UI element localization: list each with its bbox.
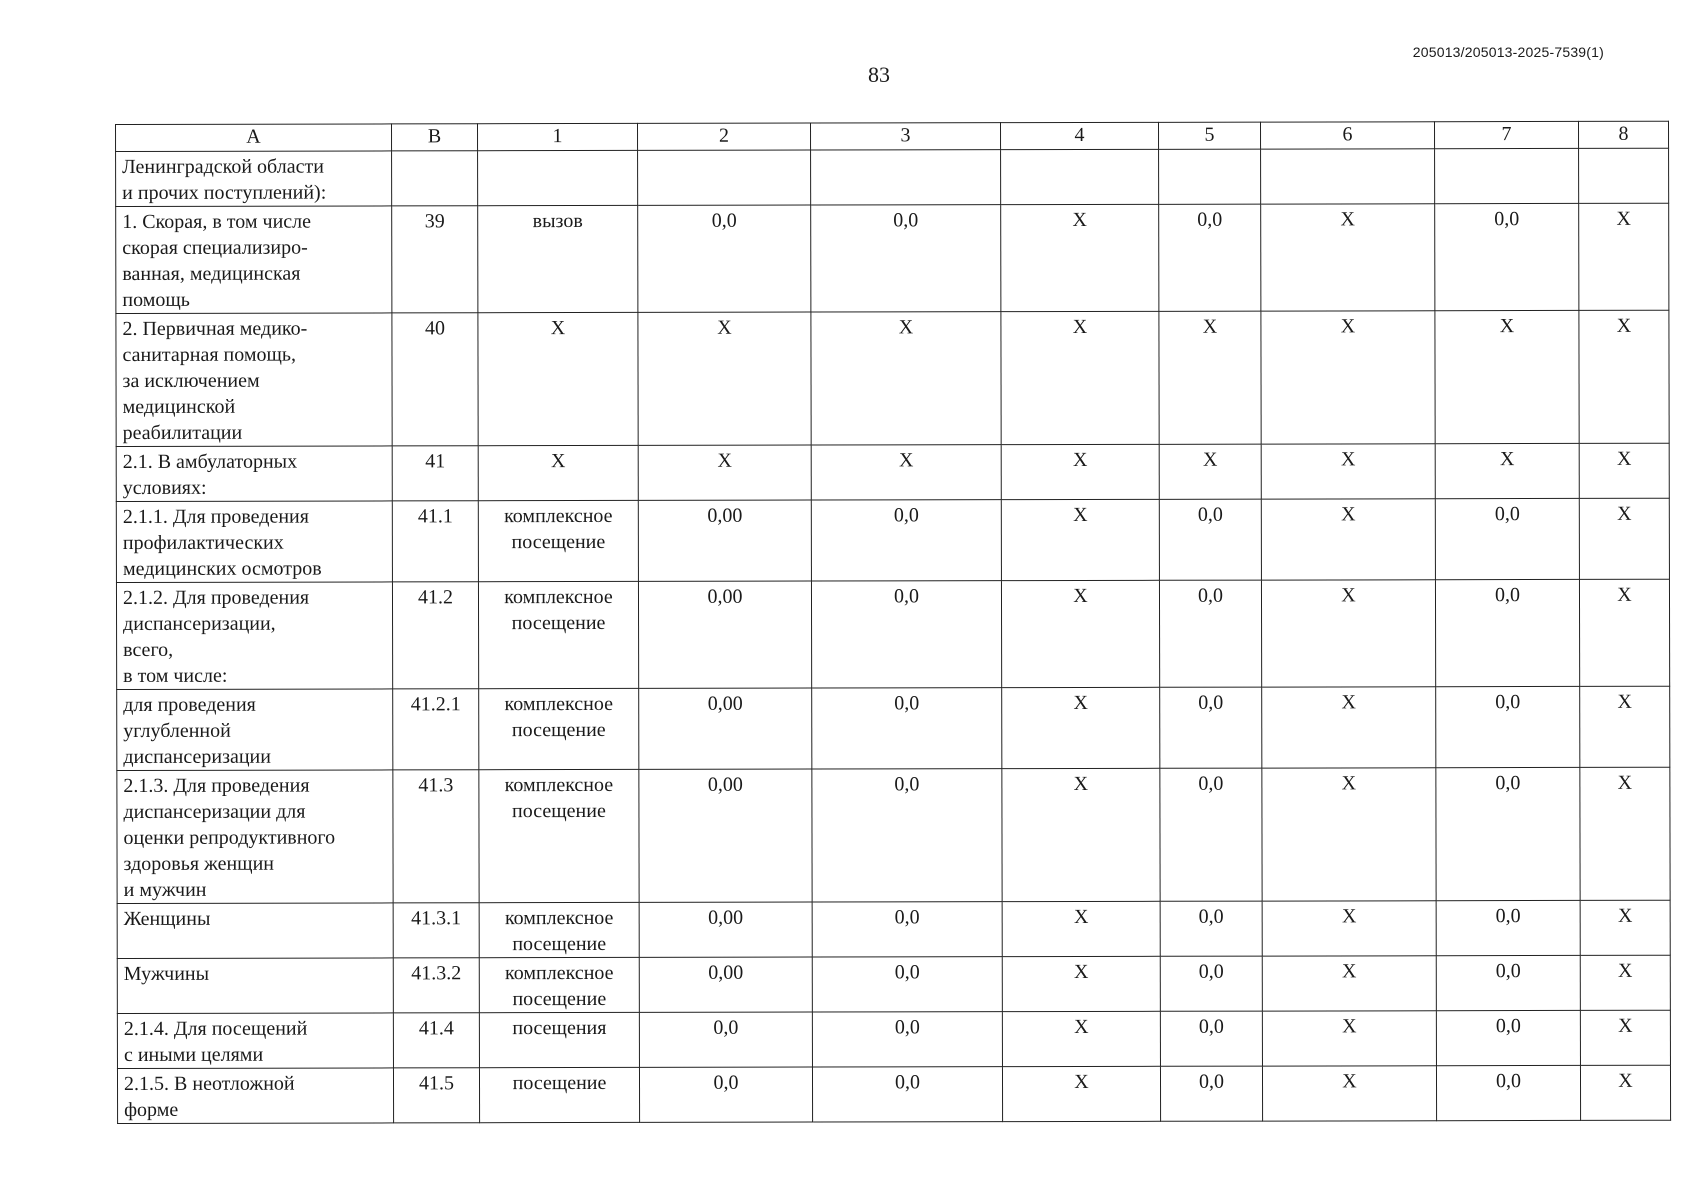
cell-1-unit-text: вызов [532, 210, 583, 233]
cell-8 [1579, 579, 1669, 686]
cell-3 [811, 500, 1001, 581]
cell-1-unit-text: X [550, 450, 566, 473]
cell-8-text: X [1616, 207, 1631, 230]
cell-8-text: X [1617, 502, 1632, 525]
cell-4 [1002, 687, 1160, 768]
cell-3 [812, 957, 1002, 1012]
cell-8 [1579, 148, 1669, 203]
cell-7-text: 0,0 [1494, 584, 1521, 607]
cell-4-text: X [1074, 1070, 1089, 1093]
cell-6-text: X [1342, 1015, 1357, 1038]
cell-7-text: 0,0 [1495, 772, 1521, 795]
cell-b-code-text: 41.3.1 [411, 907, 462, 930]
cell-5 [1160, 1066, 1262, 1121]
cell-1-unit-text: комплексное посещение [504, 504, 613, 554]
cell-1-unit [479, 902, 639, 957]
cell-5 [1159, 444, 1261, 499]
cell-a-label [116, 446, 392, 502]
cell-8-text: X [1617, 771, 1633, 794]
cell-a-label [117, 689, 393, 771]
cell-3-text: 0,0 [894, 1071, 921, 1094]
table-row [116, 498, 1669, 582]
column-header-8: 8 [1578, 121, 1668, 148]
cell-2-text: 0,0 [713, 1071, 739, 1094]
cell-1-unit [478, 205, 638, 312]
cell-a-label [117, 903, 393, 959]
cell-b-code [392, 582, 478, 689]
cell-6-text: X [1341, 503, 1356, 526]
cell-7 [1436, 1065, 1580, 1120]
cell-b-code-text: 41.1 [417, 505, 453, 528]
cell-1-unit-text: посещения [512, 1016, 607, 1040]
cell-4-text: X [1074, 1015, 1089, 1038]
cell-2 [638, 312, 811, 445]
page-number: 83 [868, 62, 890, 87]
cell-7 [1435, 148, 1579, 203]
column-header-3: 3 [810, 123, 1000, 150]
cell-7 [1435, 203, 1579, 310]
cell-a-label-text: 2.1.4. Для посещений с иными целями [123, 1017, 308, 1066]
cell-7 [1435, 310, 1579, 443]
cell-8 [1579, 443, 1669, 498]
cell-2 [639, 1067, 812, 1122]
cell-4 [1002, 956, 1160, 1011]
cell-1-unit-text [484, 151, 631, 153]
cell-3-text: 0,0 [893, 585, 920, 608]
cell-8-text: X [1616, 447, 1632, 470]
cell-5-text [1165, 150, 1254, 152]
cell-4-text [1007, 150, 1152, 152]
cell-3 [812, 1012, 1002, 1067]
cell-6-text: X [1341, 584, 1356, 607]
cell-b-code [392, 206, 478, 313]
table-row [116, 310, 1669, 446]
cell-6 [1262, 1066, 1436, 1121]
cell-a-label-text: для проведения углубленной диспансеризации [123, 693, 271, 768]
cell-2 [639, 957, 812, 1012]
cell-5-text: 0,0 [1197, 208, 1223, 231]
cell-3 [811, 312, 1001, 445]
cell-2-text: 0,0 [713, 1016, 739, 1039]
cell-5-text: 0,0 [1197, 503, 1223, 526]
cell-2 [638, 500, 811, 581]
cell-7-text: 0,0 [1494, 208, 1520, 231]
cell-3-text: X [898, 316, 914, 339]
column-header-1: 1 [478, 123, 638, 150]
cell-1-unit-text: комплексное посещение [504, 585, 613, 635]
cell-5-text: 0,0 [1198, 960, 1224, 983]
cell-7-text: 0,0 [1495, 1070, 1522, 1093]
cell-4 [1002, 901, 1160, 956]
cell-8 [1580, 1065, 1670, 1120]
cell-4 [1001, 149, 1159, 204]
cell-b-code [392, 151, 478, 206]
cell-3-text: X [898, 449, 914, 472]
cell-8-text: X [1617, 690, 1632, 713]
cell-1-unit-text: комплексное посещение [505, 961, 614, 1011]
cell-8-text: X [1616, 314, 1632, 337]
cell-5-text: 0,0 [1198, 1070, 1225, 1093]
cell-8 [1580, 686, 1670, 767]
cell-8 [1579, 310, 1669, 443]
cell-2-text: 0,0 [711, 209, 737, 232]
cell-3 [811, 150, 1001, 205]
cell-6 [1261, 311, 1435, 444]
cell-a-label-text: 1. Скорая, в том числе скорая специализиро- ванная, медицинская помощь [122, 210, 312, 311]
cell-4 [1002, 768, 1160, 901]
cell-a-label [116, 501, 392, 583]
cell-6-text: X [1341, 691, 1356, 714]
cell-b-code [393, 903, 479, 958]
cell-4-text: X [1072, 448, 1088, 471]
cell-6-text: X [1341, 905, 1357, 928]
cell-4 [1002, 1011, 1160, 1066]
cell-a-label [117, 770, 393, 904]
cell-5-text: 0,0 [1197, 584, 1224, 607]
cell-3-text: 0,0 [894, 961, 920, 984]
table-row [116, 203, 1669, 313]
cell-3-text: 0,0 [893, 209, 919, 232]
cell-2 [638, 445, 811, 500]
cell-a-label [116, 151, 392, 207]
cell-a-label [117, 1013, 393, 1069]
cell-6 [1262, 956, 1436, 1011]
cell-6-text: X [1342, 1070, 1357, 1093]
cell-a-label-text: 2.1.2. Для проведения диспансеризации, всего, в том числе: [122, 586, 310, 687]
cell-a-label-text: 2. Первичная медико- санитарная помощь, за исключением медицинской реабилитации [122, 317, 308, 444]
cell-1-unit [478, 581, 638, 688]
cell-1-unit [479, 1067, 639, 1122]
cell-4-text: X [1073, 905, 1089, 928]
cell-b-code-text: 41.2 [417, 586, 454, 609]
cell-5 [1160, 1011, 1262, 1066]
cell-b-code-text: 40 [424, 317, 445, 340]
cell-7-text: X [1499, 315, 1515, 338]
cell-2-text: 0,00 [707, 692, 743, 715]
cell-7 [1436, 900, 1580, 955]
cell-a-label-text: 2.1.5. В неотложной форме [123, 1072, 295, 1121]
cell-a-label-text: 2.1.3. Для проведения диспансеризации для оценки репродуктивного здоровья женщин и мужчин [123, 774, 336, 901]
cell-5-text: 0,0 [1198, 1015, 1224, 1038]
column-header-a: А [116, 124, 392, 152]
table-header-row [116, 121, 1669, 151]
cell-3 [811, 581, 1001, 688]
cell-8-text: X [1617, 583, 1632, 606]
cell-3 [812, 769, 1002, 902]
cell-5 [1160, 956, 1262, 1011]
cell-5-text: 0,0 [1198, 905, 1224, 928]
cell-7-text: 0,0 [1495, 691, 1521, 714]
table-row [116, 148, 1669, 206]
cell-6 [1261, 580, 1435, 687]
cell-8 [1580, 767, 1670, 900]
cell-8 [1579, 498, 1669, 579]
cell-2-text: 0,00 [707, 504, 743, 527]
cell-a-label [117, 958, 393, 1014]
table-row [117, 686, 1670, 770]
cell-1-unit [478, 312, 638, 445]
cell-3 [812, 1067, 1002, 1122]
table-row [117, 1010, 1670, 1068]
cell-b-code [392, 446, 478, 501]
cell-b-code [392, 501, 478, 582]
cell-3 [811, 205, 1001, 312]
cell-4 [1001, 444, 1159, 499]
cell-2-text: 0,00 [708, 961, 744, 984]
table-row [117, 955, 1670, 1013]
cell-2-text [644, 151, 804, 153]
cell-4 [1001, 499, 1159, 580]
cell-b-code-text: 41.2.1 [410, 693, 461, 716]
cell-a-label-text: Мужчины [123, 962, 210, 985]
cell-8-text: X [1618, 959, 1633, 982]
cell-a-label [116, 206, 392, 314]
cell-7-text [1441, 149, 1572, 151]
cell-6 [1262, 901, 1436, 956]
cell-7-text: 0,0 [1495, 905, 1521, 928]
cell-4-text: X [1073, 503, 1088, 526]
cell-4 [1002, 1066, 1160, 1121]
cell-5 [1159, 204, 1261, 311]
cell-2-text: 0,00 [708, 906, 744, 929]
cell-b-code-text: 41.3.2 [411, 962, 462, 985]
cell-6 [1262, 768, 1436, 901]
cell-5 [1159, 580, 1261, 687]
cell-6-text: X [1341, 772, 1357, 795]
cell-1-unit-text: комплексное посещение [504, 692, 613, 742]
cell-8 [1580, 900, 1670, 955]
cell-7-text: 0,0 [1495, 1015, 1521, 1038]
cell-1-unit [479, 1012, 639, 1067]
cell-1-unit [478, 150, 638, 205]
cell-2 [638, 150, 811, 205]
cell-b-code [393, 770, 479, 903]
cell-7 [1435, 443, 1579, 498]
cell-2 [639, 769, 812, 902]
cell-3-text: 0,0 [894, 773, 920, 796]
cell-6-text: X [1340, 448, 1356, 471]
cell-3 [812, 902, 1002, 957]
column-header-4: 4 [1000, 122, 1158, 149]
cell-5 [1159, 311, 1261, 444]
table-row [117, 900, 1670, 958]
cell-a-label-text: Ленинградской области и прочих поступлений): [122, 155, 327, 204]
cell-b-code-text [398, 151, 471, 153]
cell-b-code [393, 689, 479, 770]
table-row [116, 579, 1669, 689]
cell-1-unit-text: X [550, 317, 566, 340]
cell-a-label [116, 313, 392, 447]
cell-5 [1160, 768, 1262, 901]
cell-a-label-text: 2.1. В амбулаторных условиях: [122, 450, 298, 499]
cell-b-code-text: 41.5 [418, 1072, 455, 1095]
table-body [116, 148, 1671, 1123]
cell-8-text: X [1618, 1014, 1633, 1037]
cell-1-unit-text: посещение [512, 1071, 607, 1095]
cell-7 [1436, 1010, 1580, 1065]
cell-5-text: X [1202, 448, 1218, 471]
cell-2 [639, 1012, 812, 1067]
cell-a-label-text: 2.1.1. Для проведения профилактических медицинских осмотров [122, 505, 322, 580]
cell-4 [1001, 580, 1159, 687]
column-header-2: 2 [637, 123, 810, 150]
cell-4-text: X [1073, 772, 1089, 795]
table-row [117, 1065, 1670, 1123]
cell-7-text: X [1499, 448, 1515, 471]
cell-2-text: X [717, 316, 732, 339]
cell-a-label [117, 1068, 393, 1124]
cell-7-text: 0,0 [1495, 960, 1521, 983]
cell-b-code [392, 313, 478, 446]
cell-1-unit [478, 500, 638, 581]
cell-8-text [1585, 149, 1662, 151]
cell-4-text: X [1072, 315, 1088, 338]
cell-6 [1261, 499, 1435, 580]
cell-2 [639, 902, 812, 957]
cell-b-code-text: 39 [424, 210, 445, 233]
cell-8 [1580, 955, 1670, 1010]
cell-3-text: 0,0 [894, 906, 920, 929]
cell-6-text [1267, 149, 1428, 151]
cell-6 [1261, 444, 1435, 499]
cell-7 [1435, 498, 1579, 579]
column-header-7: 7 [1434, 121, 1578, 148]
cell-7 [1436, 767, 1580, 900]
cell-2 [638, 581, 811, 688]
cell-6 [1261, 149, 1435, 204]
cell-3-text [817, 150, 994, 152]
cell-4-text: X [1073, 691, 1088, 714]
cell-6-text: X [1340, 315, 1356, 338]
cell-3-text: 0,0 [894, 1016, 920, 1039]
cell-6 [1261, 204, 1435, 311]
cell-8 [1579, 203, 1669, 310]
document-id: 205013/205013-2025-7539(1) [1412, 44, 1604, 60]
cell-4 [1001, 311, 1159, 444]
cell-5 [1159, 499, 1261, 580]
cell-3 [812, 688, 1002, 769]
cell-8 [1580, 1010, 1670, 1065]
data-table [115, 121, 1671, 1124]
cell-5 [1160, 901, 1262, 956]
column-header-5: 5 [1158, 122, 1260, 149]
cell-b-code [393, 1013, 479, 1068]
cell-6-text: X [1342, 960, 1357, 983]
cell-3-text: 0,0 [893, 504, 919, 527]
cell-a-label [116, 582, 392, 690]
cell-4-text: X [1072, 208, 1087, 231]
cell-a-label-text: Женщины [123, 907, 211, 930]
table-row [117, 767, 1670, 903]
cell-2-text: 0,00 [707, 773, 743, 796]
cell-1-unit [479, 688, 639, 769]
cell-b-code [393, 958, 479, 1013]
table-row [116, 443, 1669, 501]
column-header-6: 6 [1260, 122, 1434, 149]
cell-1-unit-text: комплексное посещение [504, 773, 614, 823]
cell-6-text: X [1340, 208, 1355, 231]
cell-5 [1159, 149, 1261, 204]
cell-7 [1436, 955, 1580, 1010]
cell-7 [1436, 686, 1580, 767]
cell-2 [639, 688, 812, 769]
cell-4-text: X [1074, 960, 1089, 983]
cell-1-unit [479, 769, 639, 902]
cell-7 [1435, 579, 1579, 686]
cell-4-text: X [1073, 584, 1088, 607]
cell-5 [1160, 687, 1262, 768]
cell-b-code-text: 41.4 [418, 1017, 454, 1040]
cell-b-code [393, 1068, 479, 1123]
cell-2 [638, 205, 811, 312]
cell-3-text: 0,0 [894, 692, 920, 715]
cell-5-text: 0,0 [1198, 772, 1224, 795]
cell-3 [811, 445, 1001, 500]
cell-8-text: X [1618, 1069, 1633, 1092]
cell-b-code-text: 41.3 [418, 774, 454, 797]
cell-b-code-text: 41 [425, 450, 446, 473]
column-header-b: В [392, 124, 478, 151]
cell-2-text: 0,00 [707, 585, 743, 608]
cell-6 [1262, 1011, 1436, 1066]
cell-1-unit [478, 445, 638, 500]
cell-5-text: 0,0 [1198, 691, 1224, 714]
cell-1-unit-text: комплексное посещение [504, 906, 614, 956]
cell-7-text: 0,0 [1494, 503, 1520, 526]
cell-2-text: X [717, 449, 732, 472]
cell-4 [1001, 204, 1159, 311]
cell-1-unit [479, 957, 639, 1012]
cell-5-text: X [1202, 315, 1218, 338]
cell-8-text: X [1617, 904, 1633, 927]
cell-6 [1262, 687, 1436, 768]
